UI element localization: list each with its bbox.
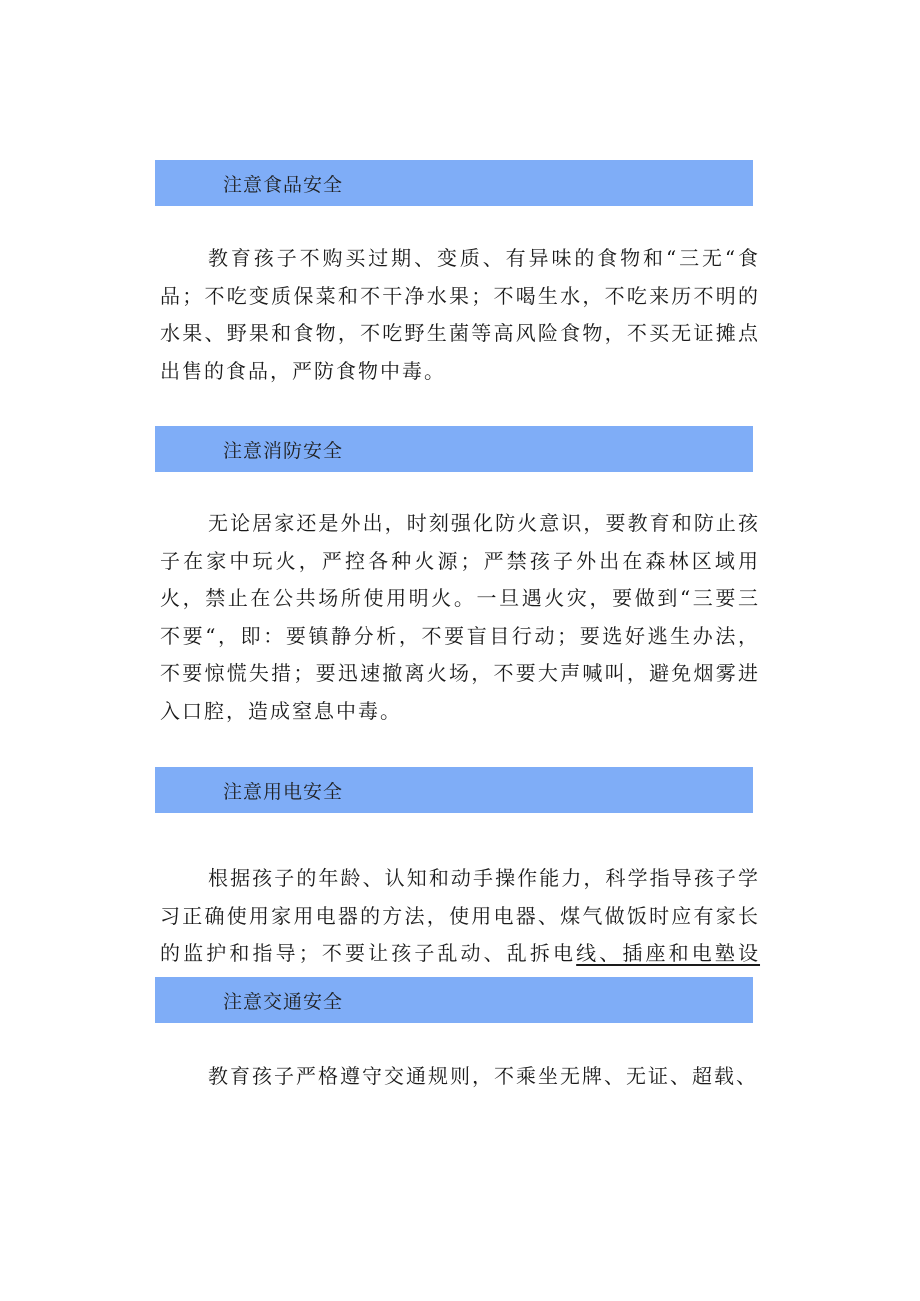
underlined-text: 线、插座和电塾设	[576, 941, 761, 965]
section-heading-fire-safety	[155, 426, 753, 472]
section-heading-text: 注意用电安全	[223, 780, 344, 803]
section-heading-electrical-safety	[155, 767, 753, 813]
section-heading-traffic-safety	[155, 977, 753, 1023]
section-heading-text: 注意交通安全	[223, 990, 344, 1013]
paragraph-text: 根据孩子的年龄、认知和动手操作能力，科学指导孩子学习正确使用家用电器的方法，使用电器、煤气做饭时应有家长的监护和指导；不要让孩子乱动、乱拆电	[160, 866, 760, 965]
paragraph-traffic-safety: 教育孩子严格遵守交通规则，不乘坐无牌、无证、超载、	[208, 1064, 758, 1088]
section-heading-food-safety	[155, 160, 753, 206]
paragraph-food-safety: 教育孩子不购买过期、变质、有异味的食物和“三无“食品；不吃变质保菜和不干净水果；不喝生水，不吃来历不明的水果、野果和食物，不吃野生菌等高风险食物，不买无证摊点出售的食品，严防食物中毒。	[160, 246, 760, 383]
section-heading-text: 注意食品安全	[223, 173, 344, 196]
paragraph-fire-safety: 无论居家还是外出，时刻强化防火意识，要教育和防止孩子在家中玩火，严控各种火源；严禁孩子外出在森林区域用火，禁止在公共场所使用明火。一旦遇火灾，要做到“三要三不要“，即：要镇静分析，不要盲目行动；要选好逃生办法，不要惊慌失措；要迅速撤离火场，不要大声喊叫，避免烟雾进入口腔，造成窒息中毒。	[160, 511, 760, 723]
section-heading-text: 注意消防安全	[223, 439, 344, 462]
